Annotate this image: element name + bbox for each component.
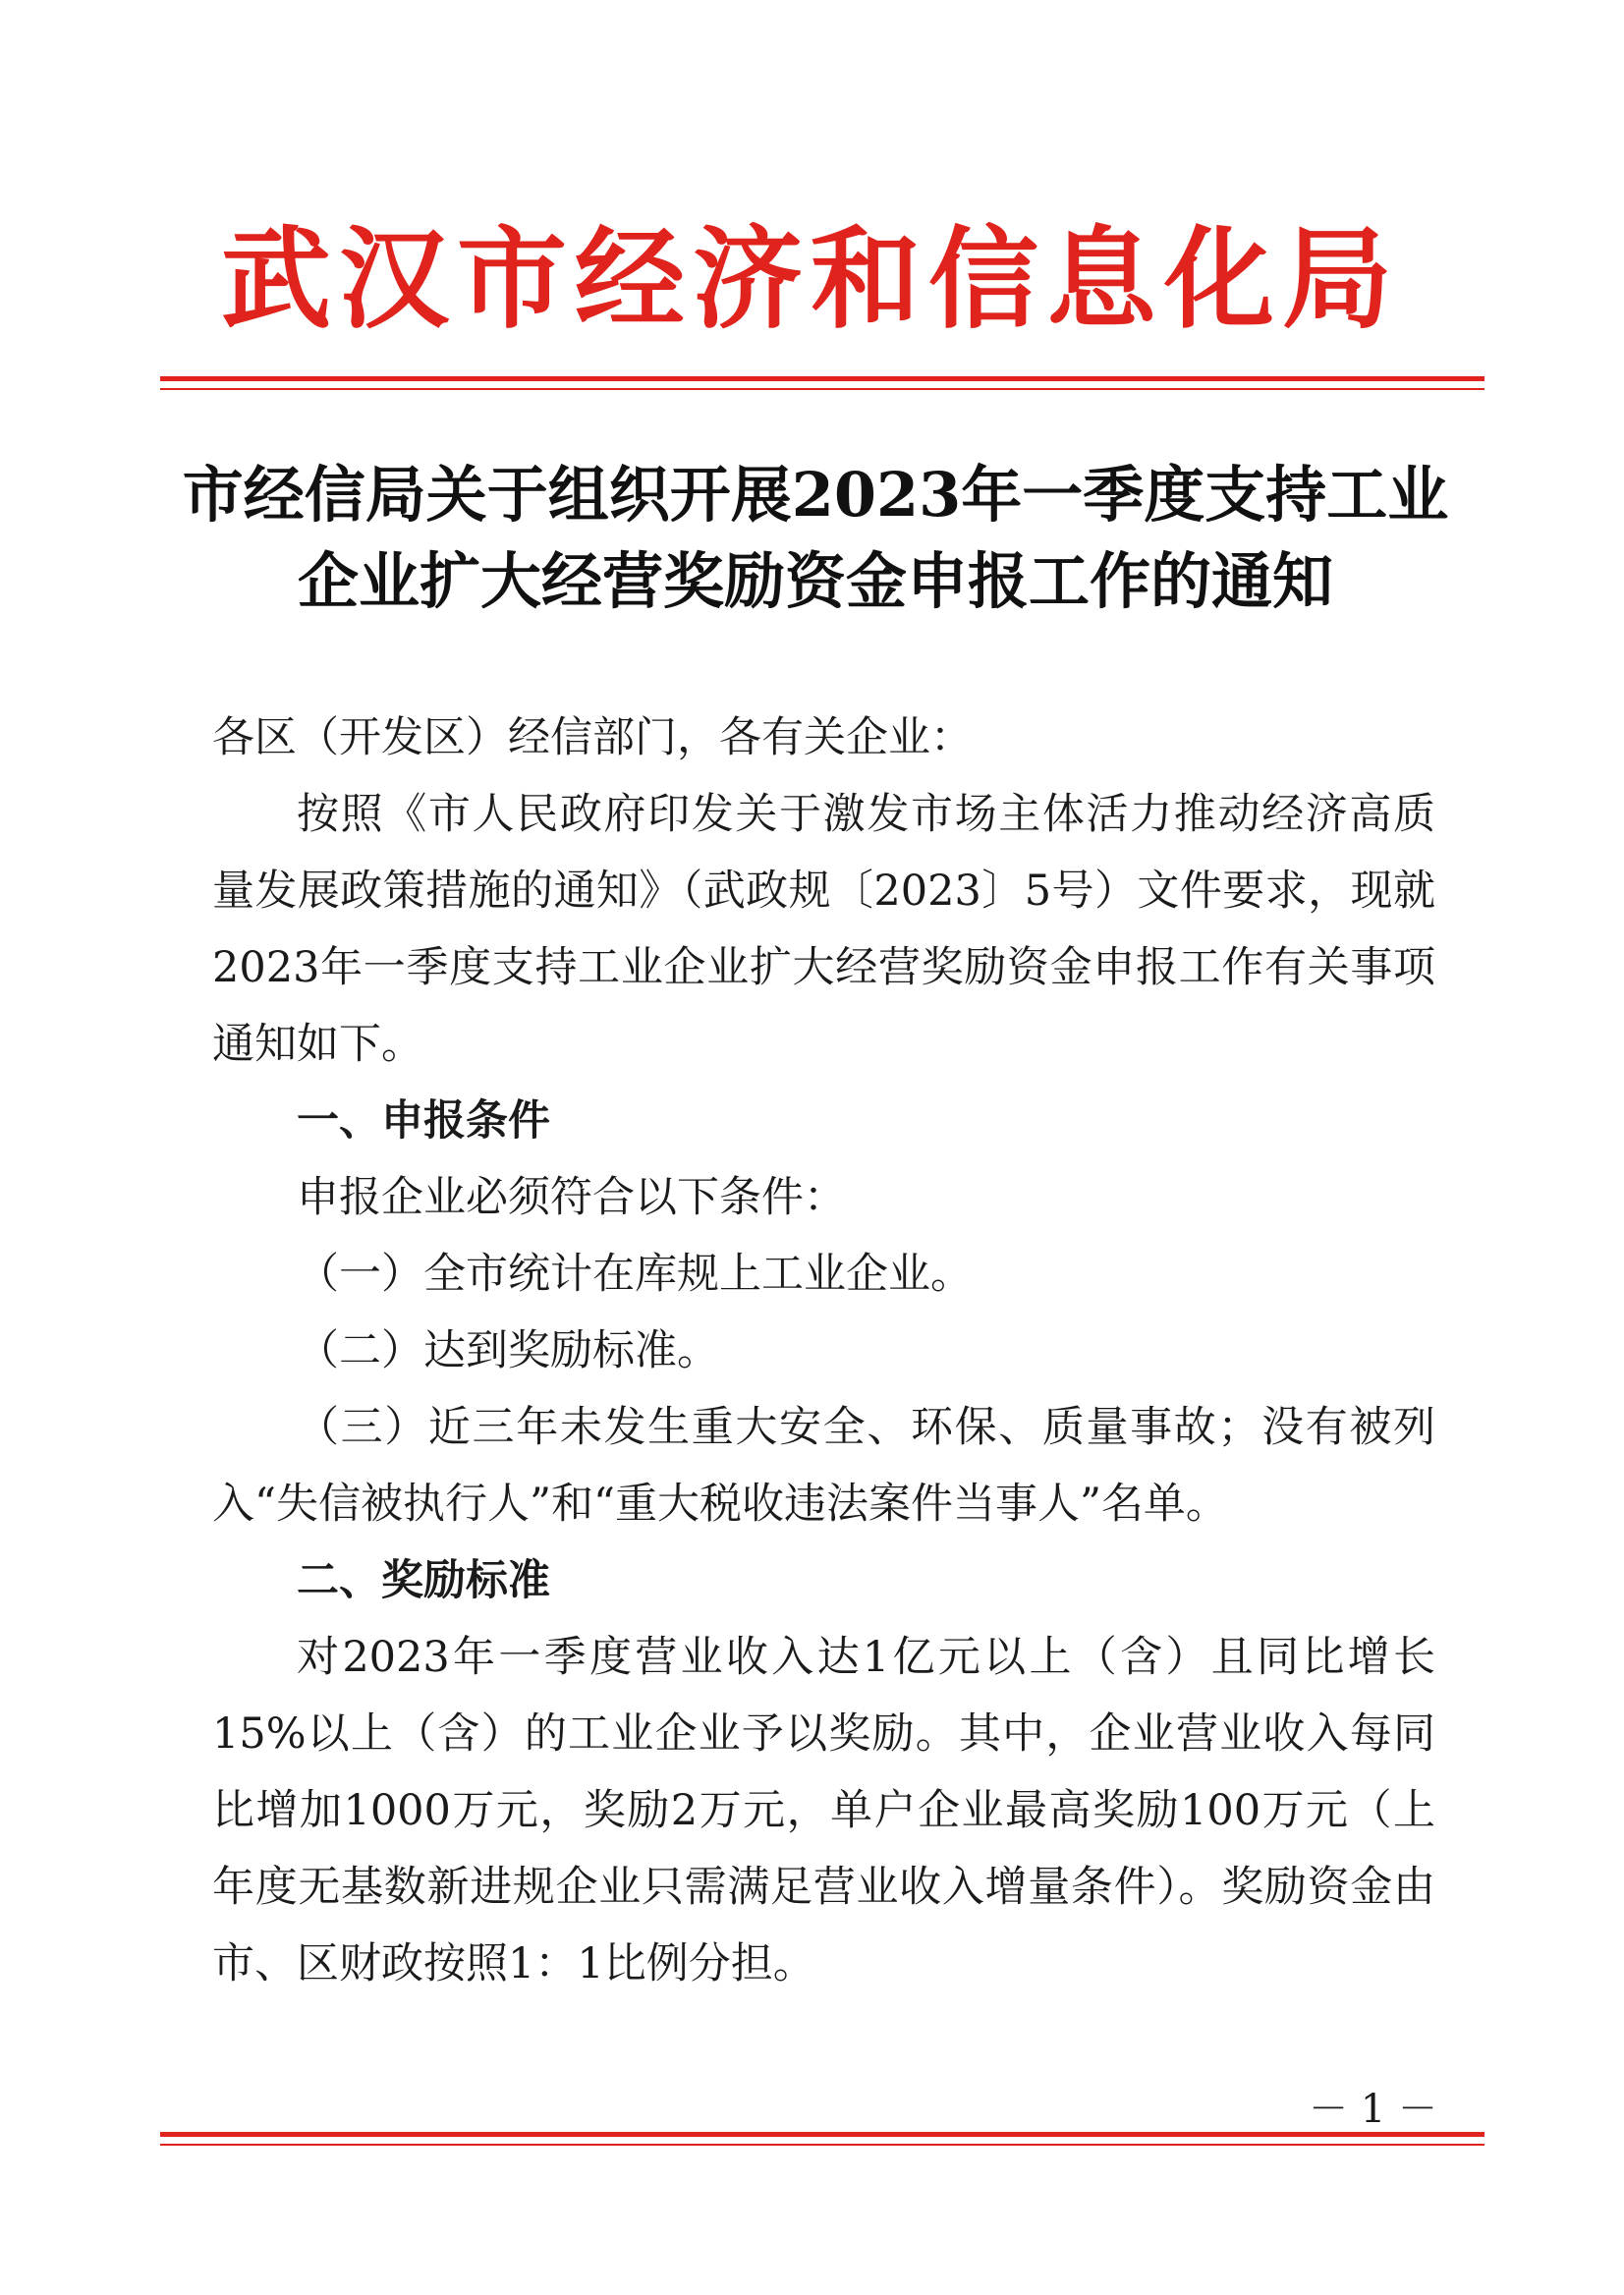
section-1-item-1: （一）全市统计在库规上工业企业。: [297, 1250, 973, 1299]
masthead-rule-thin: [160, 388, 1484, 390]
page-number: － 1 －: [1309, 2087, 1437, 2132]
document-title-line-2: 企业扩大经营奖励资金申报工作的通知: [297, 545, 1333, 617]
salutation: 各区（开发区）经信部门，各有关企业：: [212, 713, 973, 762]
section-1-heading: 一、申报条件: [297, 1096, 550, 1146]
section-2-text: 对2023年一季度营业收入达1亿元以上（含）且同比增长15%以上（含）的工业企业予以奖励。其中，企业营业收入每同比增加1000万元，奖励2万元，单户企业最高奖励100万元（上年度无基数新进规企业只需满足营业收入增量条件）。奖励资金由市、区财政按照1：1比例分担。: [212, 1633, 1435, 1988]
intro-paragraph: 按照《市人民政府印发关于激发市场主体活力推动经济高质量发展政策措施的通知》（武政规〔2023〕5号）文件要求，现就2023年一季度支持工业企业扩大经营奖励资金申报工作有关事项通知如下。: [212, 790, 1435, 1069]
footer-rule-thick: [160, 2132, 1484, 2137]
section-1-lead: 申报企业必须符合以下条件：: [297, 1173, 846, 1222]
section-1-item-2: （二）达到奖励标准。: [297, 1326, 719, 1375]
section-1-item-3: （三）近三年未发生重大安全、环保、质量事故；没有被列入“失信被执行人”和“重大税收违法案件当事人”名单。: [212, 1403, 1435, 1529]
document-title-line-1: 市经信局关于组织开展2023年一季度支持工业: [182, 459, 1449, 531]
document-body: [212, 700, 1435, 2002]
footer-rule-thin: [160, 2144, 1484, 2146]
masthead-rule-thick: [160, 376, 1484, 381]
masthead-organization: 武汉市经济和信息化局: [221, 216, 1400, 344]
section-2-heading: 二、奖励标准: [297, 1556, 550, 1605]
